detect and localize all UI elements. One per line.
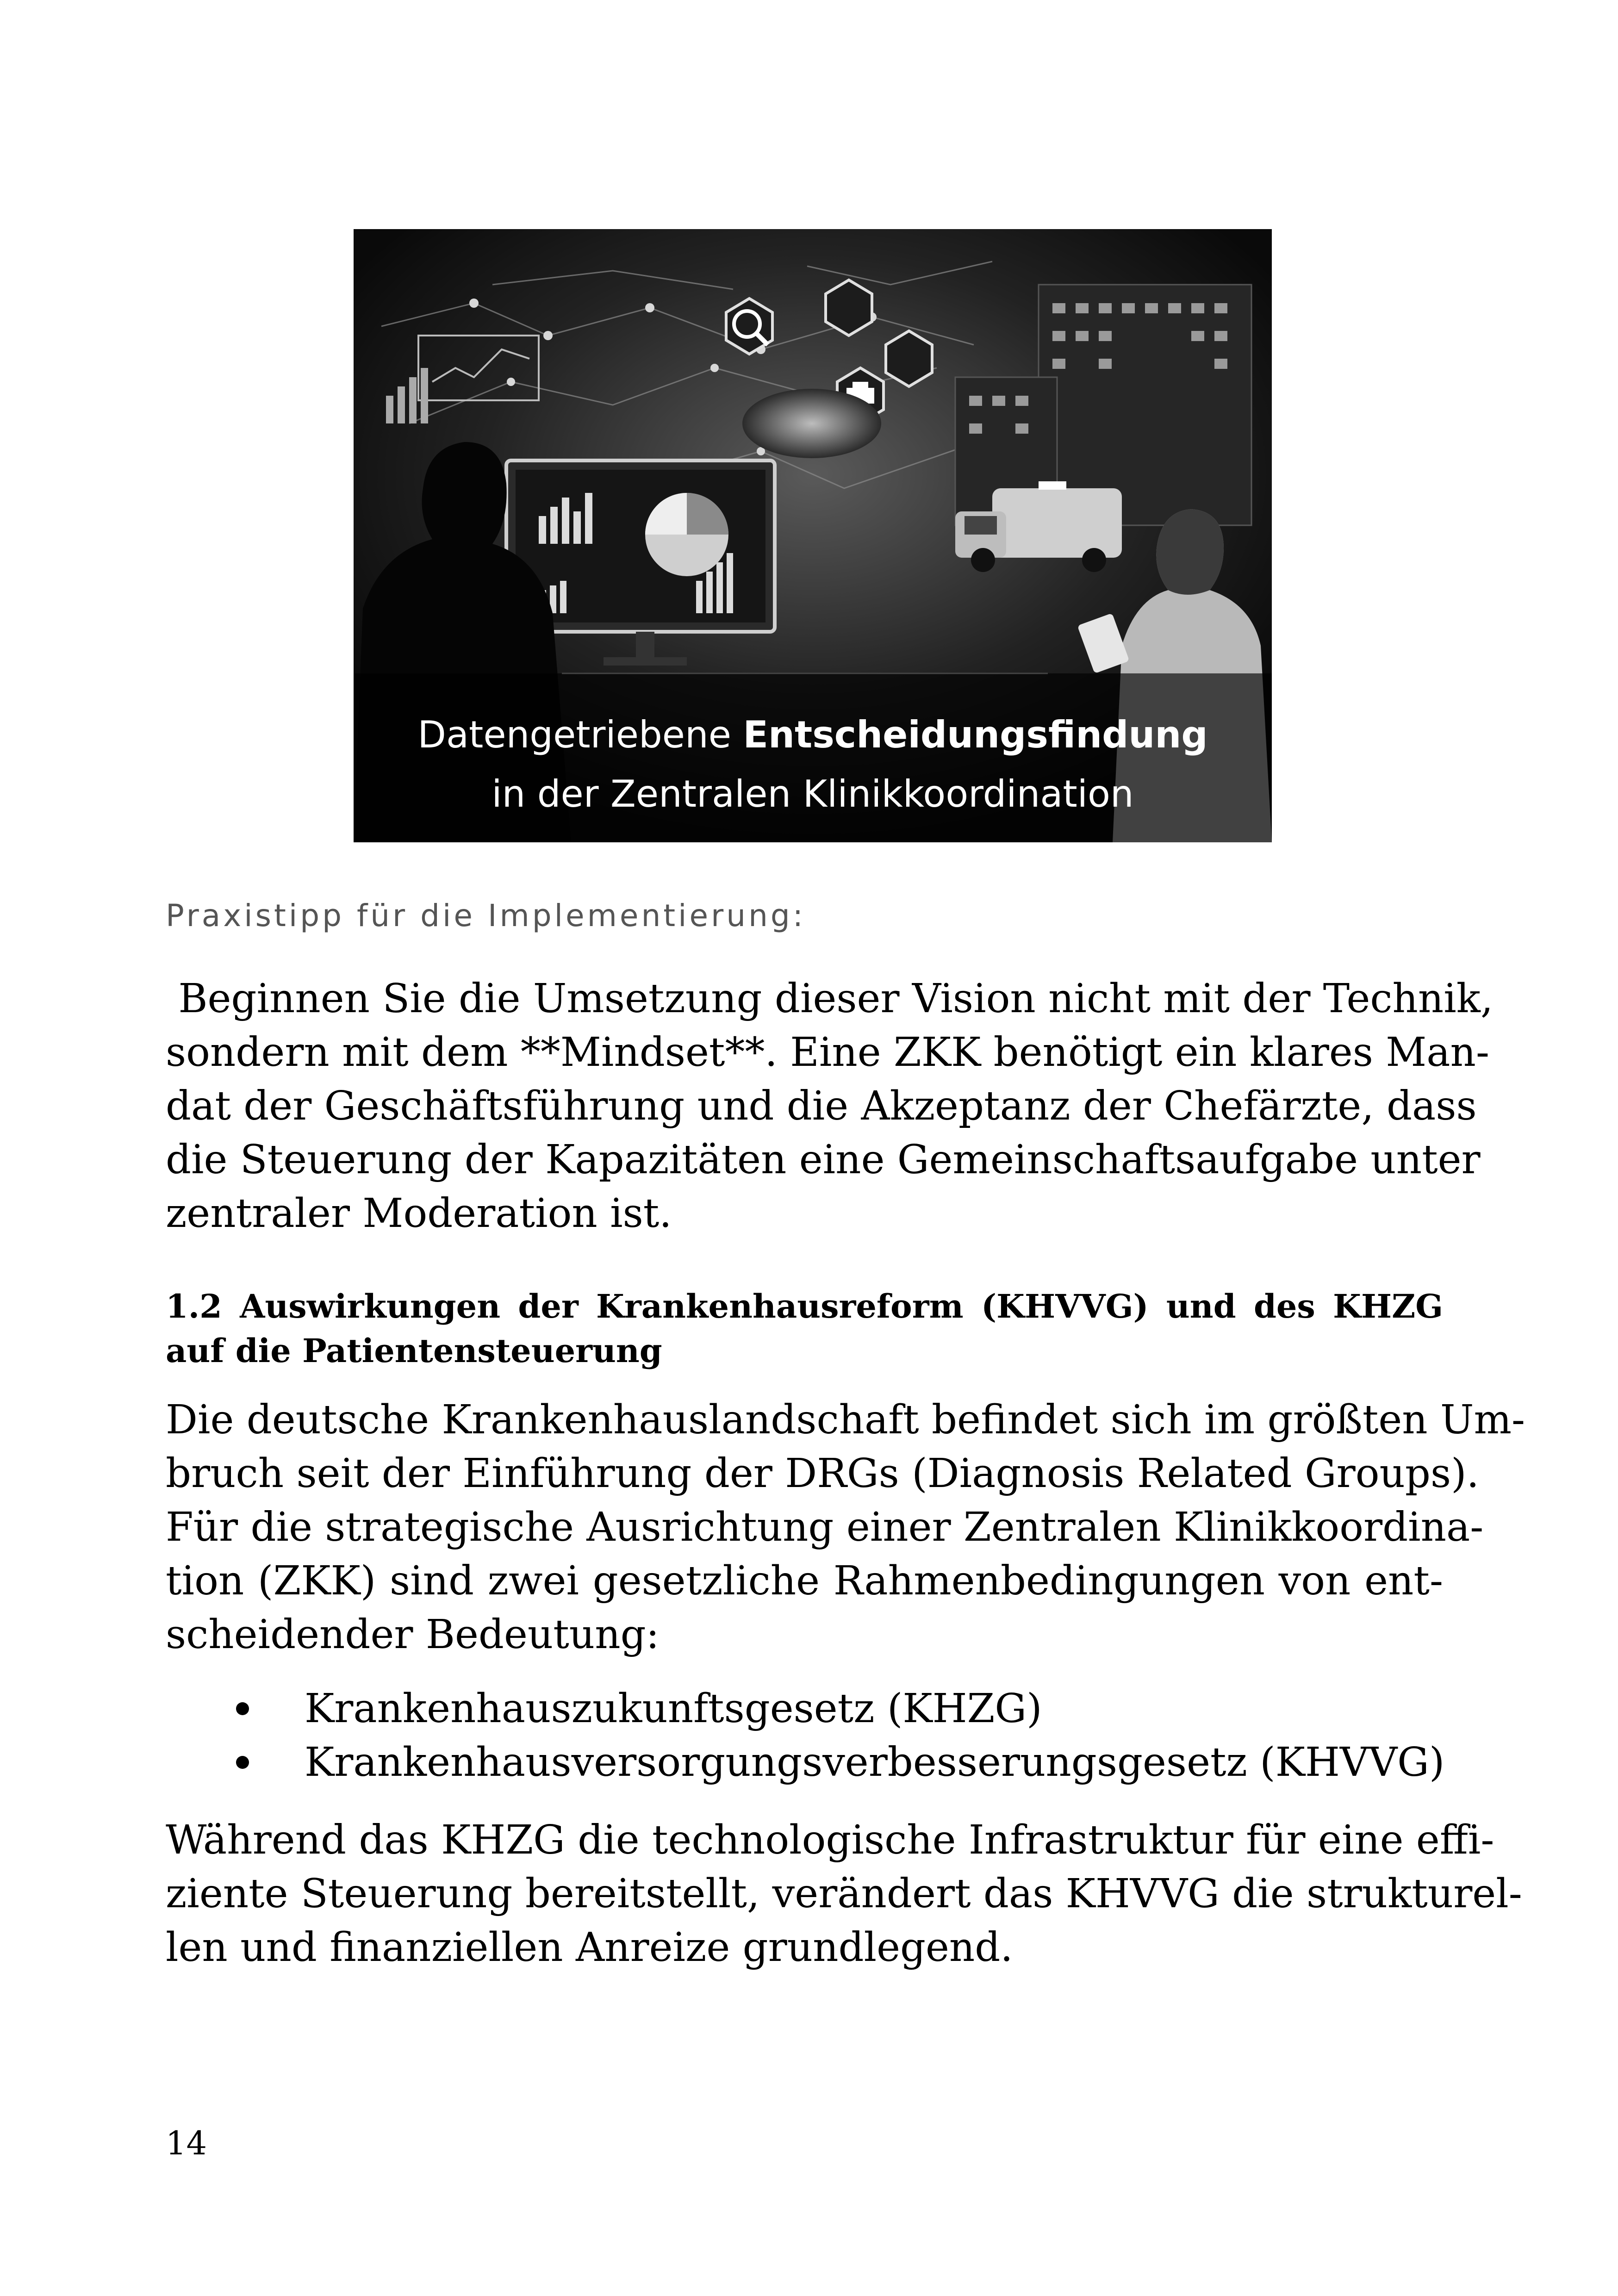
closing-line: ziente Steuerung bereitstellt, verändert das KHVVG die strukturel- xyxy=(166,1871,1522,1917)
tip-line: dat der Geschäftsführung und die Akzeptanz der Chefärzte, dass xyxy=(166,1083,1477,1129)
figure-caption-bold: Entscheidungsfindung xyxy=(743,713,1208,756)
tip-line: Beginnen Sie die Umsetzung dieser Vision nicht mit der Technik, xyxy=(166,976,1494,1022)
intro-paragraph xyxy=(166,1393,1525,1661)
section-heading xyxy=(166,1284,1443,1373)
tip-label: Praxistipp für die Implementierung: xyxy=(166,898,806,933)
list-item-text: Krankenhauszukunftsgesetz (KHZG) xyxy=(305,1686,1042,1732)
heading-line: 1.2 Auswirkungen der Krankenhausreform (KHVVG) und des KHZG xyxy=(166,1287,1443,1325)
list-item xyxy=(166,1682,1443,1736)
figure-caption-line-2: in der Zentralen Klinikkoordination xyxy=(492,772,1134,815)
tip-line: zentraler Moderation ist. xyxy=(166,1190,672,1237)
closing-paragraph xyxy=(166,1813,1522,1974)
intro-line: scheidender Bedeutung: xyxy=(166,1612,660,1658)
bullet-icon xyxy=(236,1756,249,1769)
list-item xyxy=(166,1736,1443,1789)
figure-caption-normal: Datengetriebene xyxy=(417,713,743,756)
page-number: 14 xyxy=(166,2124,207,2162)
bullet-icon xyxy=(236,1702,249,1715)
closing-line: len und finanziellen Anreize grundlegend. xyxy=(166,1924,1013,1971)
tip-line: die Steuerung der Kapazitäten eine Gemeinschaftsaufgabe unter xyxy=(166,1137,1481,1183)
intro-line: bruch seit der Einführung der DRGs (Diagnosis Related Groups). xyxy=(166,1450,1479,1497)
law-bullet-list xyxy=(166,1682,1443,1789)
list-item-text: Krankenhausversorgungsverbesserungsgesetz (KHVVG) xyxy=(305,1739,1445,1786)
heading-line: auf die Patientensteuerung xyxy=(166,1332,662,1370)
intro-line: tion (ZKK) sind zwei gesetzliche Rahmenbedingungen von ent- xyxy=(166,1558,1443,1604)
intro-line: Für die strategische Ausrichtung einer Zentralen Klinikkoordina- xyxy=(166,1504,1484,1550)
closing-line: Während das KHZG die technologische Infrastruktur für eine effi- xyxy=(166,1817,1494,1863)
tip-paragraph xyxy=(166,972,1494,1240)
figure-caption-line-1 xyxy=(354,713,1272,756)
intro-line: Die deutsche Krankenhauslandschaft befindet sich im größten Um- xyxy=(166,1397,1525,1443)
hero-illustration xyxy=(354,229,1272,842)
tip-line: sondern mit dem **Mindset**. Eine ZKK benötigt ein klares Man- xyxy=(166,1029,1490,1076)
